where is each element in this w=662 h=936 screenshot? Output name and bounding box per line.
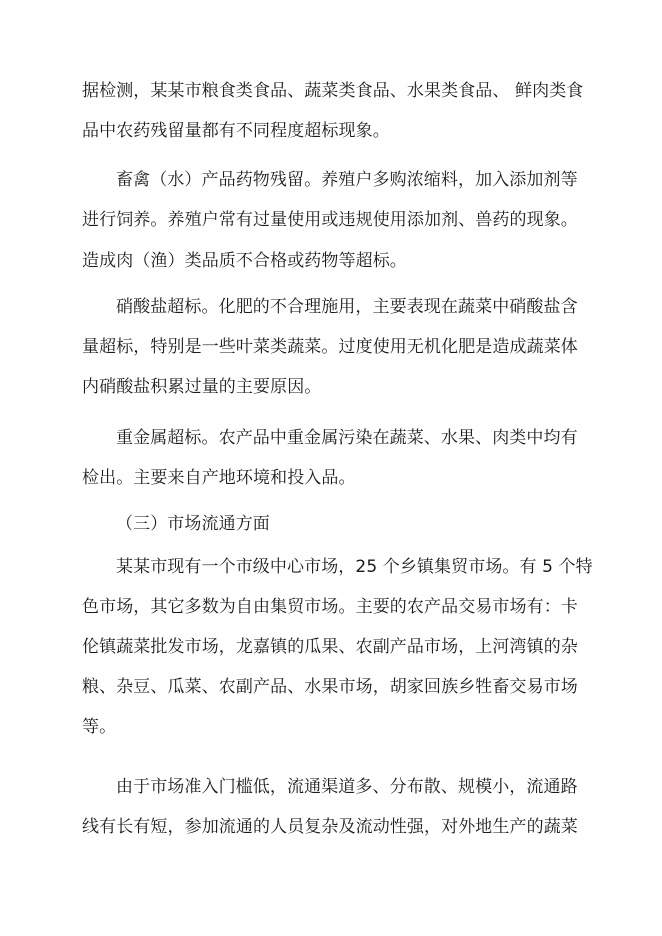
text-line: 粮、杂豆、瓜菜、农副产品、水果市场，胡家回族乡牲畜交易市场	[82, 677, 578, 697]
text-line: 重金属超标。农产品中重金属污染在蔬菜、水果、肉类中均有	[116, 428, 578, 448]
text-line: 据检测，某某市粮食类食品、蔬菜类食品、水果类食品、 鲜肉类食	[82, 81, 584, 101]
text-line: 某某市现有一个市级中心市场，25 个乡镇集贸市场。有 5 个特	[116, 557, 593, 577]
text-line: 检出。主要来自产地环境和投入品。	[82, 468, 356, 488]
text-line: 量超标，特别是一些叶菜类蔬菜。过度使用无机化肥是造成蔬菜体	[82, 337, 578, 357]
text-line: 内硝酸盐积累过量的主要原因。	[82, 377, 322, 397]
text-line: 线有长有短，参加流通的人员复杂及流动性强，对外地生产的蔬菜	[82, 817, 578, 837]
text-line: 畜禽（水）产品药物残留。养殖户多购浓缩料，加入添加剂等	[116, 170, 578, 190]
text-line: 由于市场准入门槛低，流通渠道多、分布散、规模小，流通路	[116, 777, 578, 797]
text-line: 进行饲养。养殖户常有过量使用或违规使用添加剂、兽药的现象。	[82, 210, 578, 230]
text-line: 硝酸盐超标。化肥的不合理施用，主要表现在蔬菜中硝酸盐含	[116, 297, 578, 317]
text-line: 品中农药残留量都有不同程度超标现象。	[82, 121, 390, 141]
text-line: 造成肉（渔）类品质不合格或药物等超标。	[82, 251, 407, 271]
text-line: 等。	[82, 717, 117, 737]
section-heading: （三）市场流通方面	[116, 514, 270, 534]
text-line: 伦镇蔬菜批发市场，龙嘉镇的瓜果、农副产品市场，上河湾镇的杂	[82, 637, 578, 657]
text-line: 色市场，其它多数为自由集贸市场。主要的农产品交易市场有：卡	[82, 597, 578, 617]
